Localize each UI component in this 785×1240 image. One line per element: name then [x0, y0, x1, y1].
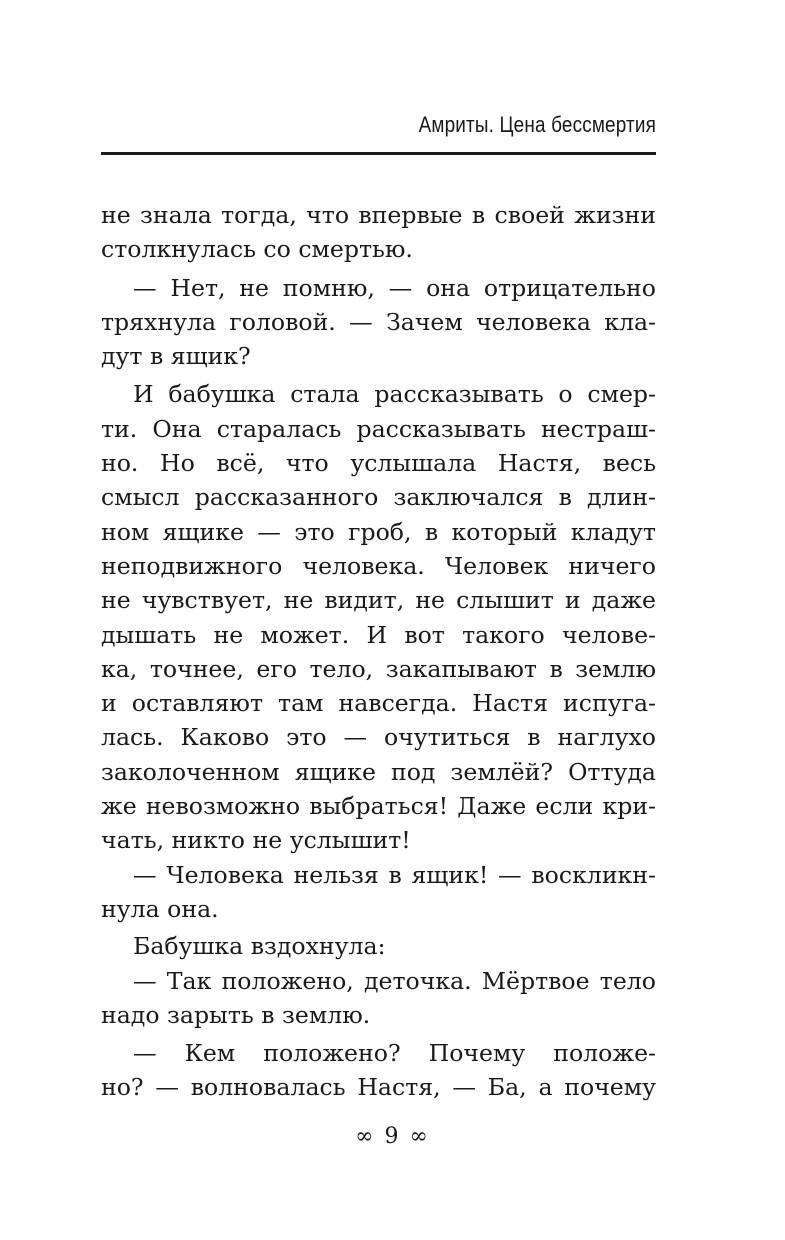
text-line: нула она. — [101, 894, 219, 923]
text-line: неподвижного человека. Человек ничего — [101, 551, 656, 580]
text-line: Бабушка вздохнула: — [133, 932, 386, 961]
header-rule — [101, 152, 656, 155]
text-line: И бабушка стала рассказывать о смер- — [133, 380, 656, 409]
text-line: дышать не может. И вот такого челове- — [101, 620, 656, 649]
body-text — [101, 198, 656, 1105]
text-line: тряхнула головой. — Зачем человека кла- — [101, 307, 656, 336]
text-line: но. Но всё, что услышала Настя, весь — [101, 449, 656, 478]
text-line: не знала тогда, что впервые в своей жизни — [101, 201, 656, 229]
text-line: и оставляют там навсегда. Настя испуга- — [101, 689, 656, 718]
text-line: но? — волновалась Настя, — Ба, а почему — [101, 1073, 656, 1102]
text-line: не чувствует, не видит, не слышит и даже — [101, 586, 656, 615]
text-line: ном ящике — это гроб, в который кладут — [101, 517, 656, 546]
text-line: — Нет, не помню, — она отрицательно — [133, 273, 656, 302]
text-line: чать, никто не услышит! — [101, 826, 411, 855]
text-line: надо зарыть в землю. — [101, 1000, 371, 1029]
running-head-title: Амриты. Цена бессмертия — [418, 112, 656, 137]
text-line: ка, точнее, его тело, закапывают в землю — [101, 654, 656, 683]
text-line: смысл рассказанного заключался в длин- — [101, 483, 656, 512]
text-line: — Человека нельзя в ящик! — воскликн- — [133, 860, 656, 889]
text-line: лась. Каково это — очутиться в наглухо — [101, 723, 656, 752]
text-line: же невозможно выбраться! Даже если кри- — [101, 792, 656, 821]
text-line: дут в ящик? — [101, 342, 251, 371]
page-number: ∞ 9 ∞ — [355, 1124, 430, 1149]
text-line: — Так положено, деточка. Мёртвое тело — [133, 966, 656, 995]
text-line: заколоченном ящике под землёй? Оттуда — [101, 757, 656, 786]
text-line: ти. Она старалась рассказывать нестраш- — [101, 414, 656, 443]
text-line: столкнулась со смертью. — [101, 235, 413, 264]
text-line: — Кем положено? Почему положе- — [133, 1039, 656, 1068]
